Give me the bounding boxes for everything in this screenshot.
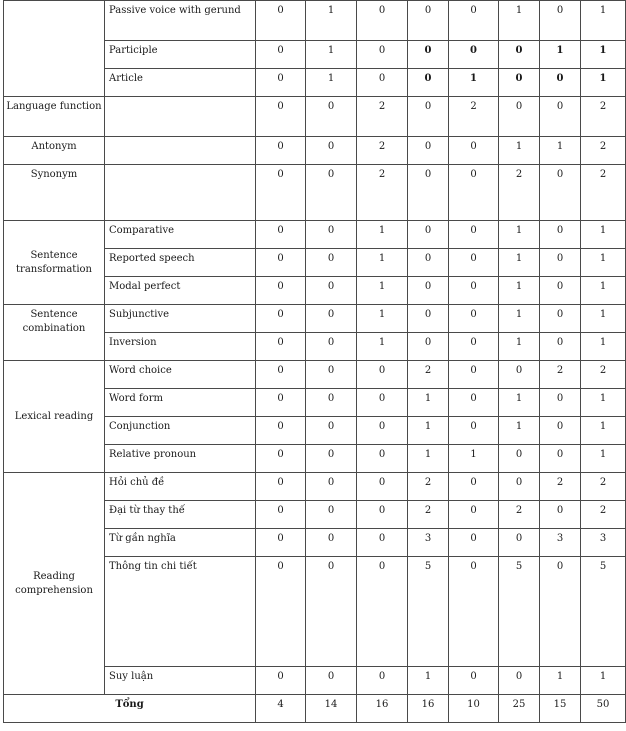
value-cell: 0 <box>256 305 306 333</box>
value-cell: 0 <box>357 557 408 667</box>
category-cell: Sentence combination <box>4 305 105 361</box>
subcategory-cell: Từ gần nghĩa <box>105 529 256 557</box>
value-cell: 0 <box>408 69 449 97</box>
value-cell: 0 <box>306 249 357 277</box>
subcategory-cell <box>105 97 256 137</box>
subcategory-cell: Comparative <box>105 221 256 249</box>
subcategory-cell: Modal perfect <box>105 277 256 305</box>
value-cell: 0 <box>357 69 408 97</box>
value-cell: 0 <box>499 69 540 97</box>
value-cell: 0 <box>256 249 306 277</box>
value-cell: 0 <box>408 333 449 361</box>
value-cell: 1 <box>306 69 357 97</box>
value-cell: 0 <box>449 361 499 389</box>
value-cell: 2 <box>540 361 581 389</box>
value-cell: 0 <box>540 501 581 529</box>
value-cell: 3 <box>408 529 449 557</box>
value-cell: 0 <box>256 557 306 667</box>
value-cell: 2 <box>581 165 626 221</box>
value-cell: 0 <box>449 501 499 529</box>
value-cell: 1 <box>357 221 408 249</box>
value-cell: 0 <box>449 667 499 695</box>
value-cell: 1 <box>357 305 408 333</box>
value-cell: 2 <box>581 361 626 389</box>
value-cell: 0 <box>306 221 357 249</box>
value-cell: 0 <box>306 473 357 501</box>
value-cell: 1 <box>581 667 626 695</box>
value-cell: 0 <box>408 97 449 137</box>
value-cell: 0 <box>540 557 581 667</box>
value-cell: 0 <box>408 249 449 277</box>
table-row <box>4 165 626 221</box>
value-cell: 1 <box>408 667 449 695</box>
value-cell: 0 <box>256 417 306 445</box>
value-cell: 2 <box>581 97 626 137</box>
value-cell: 1 <box>449 69 499 97</box>
value-cell: 0 <box>256 221 306 249</box>
value-cell: 0 <box>449 305 499 333</box>
subcategory-cell: Word choice <box>105 361 256 389</box>
subcategory-cell: Thông tin chi tiết <box>105 557 256 667</box>
value-cell: 1 <box>581 221 626 249</box>
value-cell: 0 <box>499 445 540 473</box>
value-cell: 0 <box>499 667 540 695</box>
total-cell: 50 <box>581 695 626 723</box>
value-cell: 0 <box>357 417 408 445</box>
total-cell: 10 <box>449 695 499 723</box>
table-row <box>4 97 626 137</box>
value-cell: 0 <box>306 389 357 417</box>
value-cell: 0 <box>540 333 581 361</box>
value-cell: 0 <box>306 137 357 165</box>
value-cell: 0 <box>306 557 357 667</box>
value-cell: 1 <box>581 277 626 305</box>
value-cell: 0 <box>256 501 306 529</box>
value-cell: 0 <box>408 165 449 221</box>
value-cell: 1 <box>499 389 540 417</box>
value-cell: 2 <box>581 473 626 501</box>
value-cell: 1 <box>540 41 581 69</box>
total-cell: 25 <box>499 695 540 723</box>
category-cell <box>4 1 105 97</box>
value-cell: 0 <box>357 389 408 417</box>
subcategory-cell: Conjunction <box>105 417 256 445</box>
value-cell: 0 <box>256 445 306 473</box>
value-cell: 0 <box>449 333 499 361</box>
value-cell: 1 <box>499 1 540 41</box>
value-cell: 0 <box>449 417 499 445</box>
value-cell: 0 <box>540 221 581 249</box>
value-cell: 2 <box>408 361 449 389</box>
table-row <box>4 473 626 501</box>
value-cell: 1 <box>581 1 626 41</box>
value-cell: 0 <box>306 361 357 389</box>
category-cell: Antonym <box>4 137 105 165</box>
table-row <box>4 137 626 165</box>
value-cell: 0 <box>449 249 499 277</box>
total-cell: 15 <box>540 695 581 723</box>
value-cell: 0 <box>449 389 499 417</box>
subcategory-cell: Article <box>105 69 256 97</box>
total-cell: 16 <box>357 695 408 723</box>
value-cell: 1 <box>581 69 626 97</box>
total-row <box>4 695 626 723</box>
value-cell: 1 <box>540 667 581 695</box>
value-cell: 0 <box>357 445 408 473</box>
value-cell: 0 <box>449 473 499 501</box>
value-cell: 3 <box>581 529 626 557</box>
value-cell: 1 <box>581 389 626 417</box>
subcategory-cell: Passive voice with gerund <box>105 1 256 41</box>
value-cell: 1 <box>499 305 540 333</box>
value-cell: 0 <box>499 361 540 389</box>
value-cell: 0 <box>256 69 306 97</box>
value-cell: 2 <box>581 501 626 529</box>
value-cell: 0 <box>408 41 449 69</box>
value-cell: 5 <box>499 557 540 667</box>
value-cell: 2 <box>408 473 449 501</box>
total-cell: 16 <box>408 695 449 723</box>
subcategory-cell: Word form <box>105 389 256 417</box>
value-cell: 0 <box>256 137 306 165</box>
value-cell: 0 <box>256 277 306 305</box>
value-cell: 0 <box>357 1 408 41</box>
value-cell: 1 <box>306 41 357 69</box>
value-cell: 0 <box>256 41 306 69</box>
value-cell: 2 <box>357 97 408 137</box>
value-cell: 0 <box>256 1 306 41</box>
value-cell: 0 <box>449 165 499 221</box>
value-cell: 1 <box>581 445 626 473</box>
value-cell: 1 <box>408 389 449 417</box>
value-cell: 0 <box>256 473 306 501</box>
subcategory-cell: Reported speech <box>105 249 256 277</box>
subcategory-cell: Đại từ thay thế <box>105 501 256 529</box>
subcategory-cell: Suy luận <box>105 667 256 695</box>
value-cell: 0 <box>499 529 540 557</box>
value-cell: 1 <box>499 137 540 165</box>
value-cell: 0 <box>357 501 408 529</box>
value-cell: 0 <box>357 41 408 69</box>
value-cell: 1 <box>357 333 408 361</box>
value-cell: 1 <box>357 277 408 305</box>
value-cell: 0 <box>449 529 499 557</box>
value-cell: 0 <box>540 69 581 97</box>
category-cell: Reading comprehension <box>4 473 105 695</box>
value-cell: 1 <box>306 1 357 41</box>
value-cell: 0 <box>256 97 306 137</box>
value-cell: 0 <box>449 137 499 165</box>
value-cell: 0 <box>306 417 357 445</box>
value-cell: 0 <box>408 221 449 249</box>
table-row <box>4 305 626 333</box>
value-cell: 0 <box>306 305 357 333</box>
value-cell: 0 <box>306 529 357 557</box>
value-cell: 0 <box>499 41 540 69</box>
category-cell: Language function <box>4 97 105 137</box>
subcategory-cell <box>105 165 256 221</box>
value-cell: 0 <box>306 97 357 137</box>
subcategory-cell: Subjunctive <box>105 305 256 333</box>
value-cell: 1 <box>499 277 540 305</box>
value-cell: 0 <box>306 165 357 221</box>
value-cell: 2 <box>499 165 540 221</box>
value-cell: 1 <box>581 333 626 361</box>
value-cell: 5 <box>581 557 626 667</box>
category-cell: Sentence transformation <box>4 221 105 305</box>
value-cell: 0 <box>306 277 357 305</box>
value-cell: 2 <box>499 501 540 529</box>
value-cell: 1 <box>499 417 540 445</box>
value-cell: 0 <box>449 1 499 41</box>
value-cell: 2 <box>357 137 408 165</box>
value-cell: 0 <box>408 137 449 165</box>
value-cell: 1 <box>581 249 626 277</box>
value-cell: 2 <box>581 137 626 165</box>
value-cell: 1 <box>357 249 408 277</box>
subcategory-cell: Inversion <box>105 333 256 361</box>
value-cell: 0 <box>408 277 449 305</box>
value-cell: 0 <box>540 417 581 445</box>
value-cell: 0 <box>256 165 306 221</box>
value-cell: 0 <box>449 41 499 69</box>
value-cell: 2 <box>408 501 449 529</box>
table-row <box>4 361 626 389</box>
value-cell: 1 <box>540 137 581 165</box>
category-cell: Synonym <box>4 165 105 221</box>
exam-matrix-table <box>3 0 626 723</box>
value-cell: 1 <box>581 417 626 445</box>
value-cell: 1 <box>449 445 499 473</box>
value-cell: 1 <box>499 249 540 277</box>
value-cell: 0 <box>357 361 408 389</box>
value-cell: 0 <box>449 221 499 249</box>
value-cell: 0 <box>540 445 581 473</box>
total-cell: 14 <box>306 695 357 723</box>
value-cell: 0 <box>306 667 357 695</box>
value-cell: 1 <box>581 41 626 69</box>
value-cell: 0 <box>357 529 408 557</box>
value-cell: 0 <box>306 445 357 473</box>
value-cell: 1 <box>408 445 449 473</box>
value-cell: 0 <box>306 501 357 529</box>
value-cell: 0 <box>499 473 540 501</box>
subcategory-cell: Hỏi chủ đề <box>105 473 256 501</box>
value-cell: 5 <box>408 557 449 667</box>
value-cell: 0 <box>449 557 499 667</box>
value-cell: 2 <box>449 97 499 137</box>
value-cell: 0 <box>306 333 357 361</box>
value-cell: 0 <box>540 249 581 277</box>
value-cell: 0 <box>357 473 408 501</box>
value-cell: 0 <box>408 1 449 41</box>
value-cell: 0 <box>540 305 581 333</box>
value-cell: 1 <box>581 305 626 333</box>
table-row <box>4 221 626 249</box>
total-cell: 4 <box>256 695 306 723</box>
subcategory-cell <box>105 137 256 165</box>
value-cell: 1 <box>408 417 449 445</box>
value-cell: 3 <box>540 529 581 557</box>
value-cell: 0 <box>357 667 408 695</box>
subcategory-cell: Relative pronoun <box>105 445 256 473</box>
value-cell: 0 <box>256 667 306 695</box>
table-row <box>4 1 626 41</box>
value-cell: 0 <box>540 97 581 137</box>
value-cell: 0 <box>449 277 499 305</box>
value-cell: 1 <box>499 333 540 361</box>
value-cell: 0 <box>256 333 306 361</box>
value-cell: 0 <box>540 1 581 41</box>
value-cell: 0 <box>256 529 306 557</box>
value-cell: 1 <box>499 221 540 249</box>
value-cell: 0 <box>256 361 306 389</box>
category-cell: Lexical reading <box>4 361 105 473</box>
value-cell: 2 <box>540 473 581 501</box>
value-cell: 0 <box>540 389 581 417</box>
value-cell: 0 <box>540 165 581 221</box>
value-cell: 2 <box>357 165 408 221</box>
value-cell: 0 <box>540 277 581 305</box>
subcategory-cell: Participle <box>105 41 256 69</box>
value-cell: 0 <box>256 389 306 417</box>
value-cell: 0 <box>408 305 449 333</box>
value-cell: 0 <box>499 97 540 137</box>
total-label: Tổng <box>4 695 256 723</box>
